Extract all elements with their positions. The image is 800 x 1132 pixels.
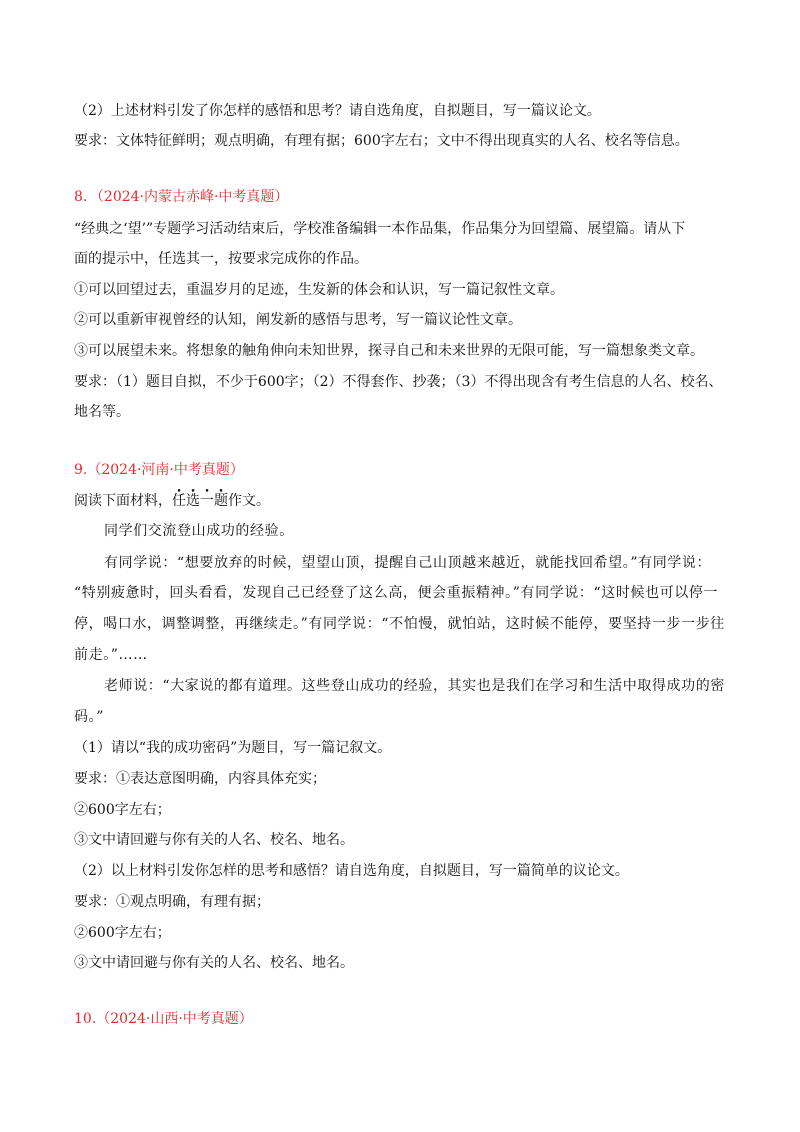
q9-material-line-5: 前走。”…… <box>74 647 148 663</box>
q9-material-line-3: “特别疲惫时，回头看看，发现自己已经登了这么高，便会重振精神。”有同学说：“这时候也可以停一 <box>74 585 719 601</box>
q9-material-line-6: 老师说：“大家说的都有道理。这些登山成功的经验，其实也是我们在学习和生活中取得成功的密 <box>104 678 725 694</box>
q9-material-line-1: 同学们交流登山成功的经验。 <box>104 523 294 539</box>
q8-heading: 8．（2024·内蒙古赤峰·中考真题） <box>74 189 289 205</box>
q8-requirements-line-1: 要求：（1）题目自拟，不少于600字；（2）不得套作、抄袭；（3）不得出现含有考生信息的人名、校名、 <box>74 374 723 390</box>
q10-heading: 10.（2024·山西·中考真题） <box>74 1011 253 1027</box>
q9-material-line-4: 停，喝口水，调整调整，再继续走。”有同学说：“不怕慢，就怕站，这时候不能停，要坚持一步一步往 <box>74 616 725 632</box>
q8-prompt-line-1: “经典之‘望’”专题学习活动结束后，学校准备编辑一本作品集，作品集分为回望篇、展望篇。请从下 <box>74 221 686 237</box>
q7-requirements: 要求：文体特征鲜明；观点明确，有理有据；600字左右；文中不得出现真实的人名、校名等信息。 <box>74 133 689 149</box>
q9-instruction <box>74 491 270 511</box>
q9-heading: 9.（2024·河南·中考真题） <box>74 462 244 478</box>
q9-part1-req-1: 要求：①表达意图明确，内容具体充实； <box>74 771 326 787</box>
q8-option-3: ③可以展望未来。将想象的触角伸向未知世界，探寻自己和未来世界的无限可能，写一篇想象类文章。 <box>74 343 704 359</box>
emphasis-char: 一 <box>200 493 214 509</box>
q9-part2-req-1: 要求：①观点明确，有理有据； <box>74 894 270 910</box>
q9-instruction-post: 作文。 <box>228 493 270 509</box>
q7-part2: （2）上述材料引发了你怎样的感悟和思考？请自选角度，自拟题目，写一篇议论文。 <box>74 103 601 119</box>
q9-material-line-7: 码。” <box>74 709 104 725</box>
q8-prompt-line-2: 面的提示中，任选其一，按要求完成你的作品。 <box>74 251 368 267</box>
emphasis-char: 任 <box>172 493 186 509</box>
q9-part2: （2）以上材料引发你怎样的思考和感悟？请自选角度，自拟题目，写一篇简单的议论文。 <box>74 863 629 879</box>
q8-option-2: ②可以重新审视曾经的认知，阐发新的感悟与思考，写一篇议论性文章。 <box>74 312 522 328</box>
q8-option-1: ①可以回望过去，重温岁月的足迹，生发新的体会和认识，写一篇记叙性文章。 <box>74 282 564 298</box>
emphasis-char: 题 <box>214 493 228 509</box>
q9-material-line-2: 有同学说：“想要放弃的时候，望望山顶，提醒自己山顶越来越近，就能找回希望。”有同学说： <box>104 555 712 571</box>
q9-part1-req-2: ②600字左右； <box>74 802 171 818</box>
q9-part2-req-2: ②600字左右； <box>74 925 171 941</box>
q9-part2-req-3: ③文中请回避与你有关的人名、校名、地名。 <box>74 955 354 971</box>
q9-instruction-pre: 阅读下面材料， <box>74 493 172 509</box>
q8-requirements-line-2: 地名等。 <box>74 404 130 420</box>
emphasis-char: 选 <box>186 493 200 509</box>
q9-part1: （1）请以“我的成功密码”为题目，写一篇记叙文。 <box>74 740 392 756</box>
q9-part1-req-3: ③文中请回避与你有关的人名、校名、地名。 <box>74 832 354 848</box>
